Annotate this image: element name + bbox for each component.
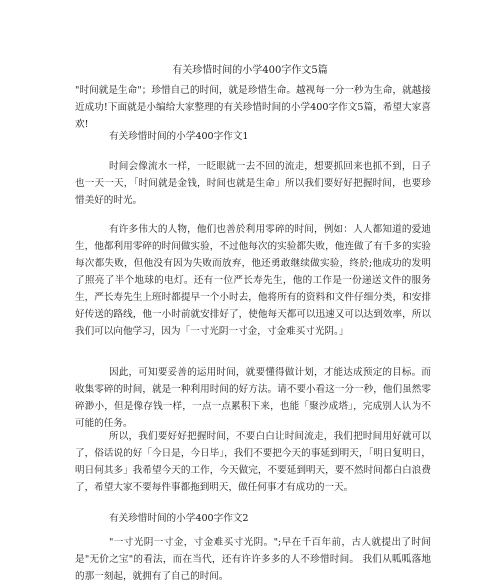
essay-2-paragraph-1: "一寸光阴一寸金，寸金难买寸光阴。";早在千百年前，古人就提出了时间是"无价之宝"的看法，而在当代，还有许许多多的人不珍惜时间。 我们从呱呱落地的那一刻起，就拥有了自己的时间。 — [75, 537, 431, 582]
essay-1-paragraph-1: 时间会像流水一样，一眨眼就一去不回的流走，想要抓回来也抓不到，日子也一天一天，「时间就是金钱，时间也就是生命」所以我们要好好把握时间，也要珍惜美好的时光。 — [75, 161, 431, 206]
essay-2-heading: 有关珍惜时间的小学400字作文2 — [109, 513, 249, 524]
essay-1-paragraph-4: 所以，我们要好好把握时间，不要白白让时间流走，我们把时间用好就可以了，俗话说的好「今日是，今日毕」，我们不要把今天的事延到明天，「明日复明日，明日何其多」我希望今天的工作，今天做完，不要延到明天，要不然时间都白白浪费了，希望大家不要每件事都拖到明天，做任何事才有成功的一天。 — [75, 431, 431, 493]
essay-1-paragraph-2: 有许多伟大的人物，他们也善於利用零碎的时间，例如：人人都知道的爱迪生，他都利用零碎的时间做实验，不过他每次的实验都失败，他连做了有千多的实验每次都失败，但他没有因为失败而放弃，他还勇敢继续做实验，终於;他成功的发明了照亮了半个地球的电灯。还有一位严长寿先生，他的工作是一份递送文件的服务生，严长寿先生上班时都提早一个小时去，他将所有的资料和文件仔细分类，和安排好传送的路线，他一小时前就安排好了，使他每天都可以迅速又可以达到效率，所以我们可以向他学习，因为「一寸光阴一寸金，寸金难买寸光阴。」 — [75, 224, 431, 337]
essay-1-paragraph-3: 因此，可知要妥善的运用时间，就要懂得做计划，才能达成预定的目标。而收集零碎的时间，就是一种利用时间的好方法。请不要小看这一分一秒，他们虽然零碎渺小，但是像存钱一样，一点一点累积下来，也能「聚沙成塔」，完成别人认为不可能的任务。 — [75, 367, 431, 429]
intro-paragraph: "时间就是生命"；珍惜自己的时间，就是珍惜生命。越视每一分一秒为生命，就越接近成功!下面就是小编给大家整理的有关珍惜时间的小学400字作文5篇，希望大家喜欢! — [75, 85, 431, 130]
document-title: 有关珍惜时间的小学400字作文5篇 — [172, 65, 328, 76]
essay-1-heading: 有关珍惜时间的小学400字作文1 — [109, 131, 249, 142]
